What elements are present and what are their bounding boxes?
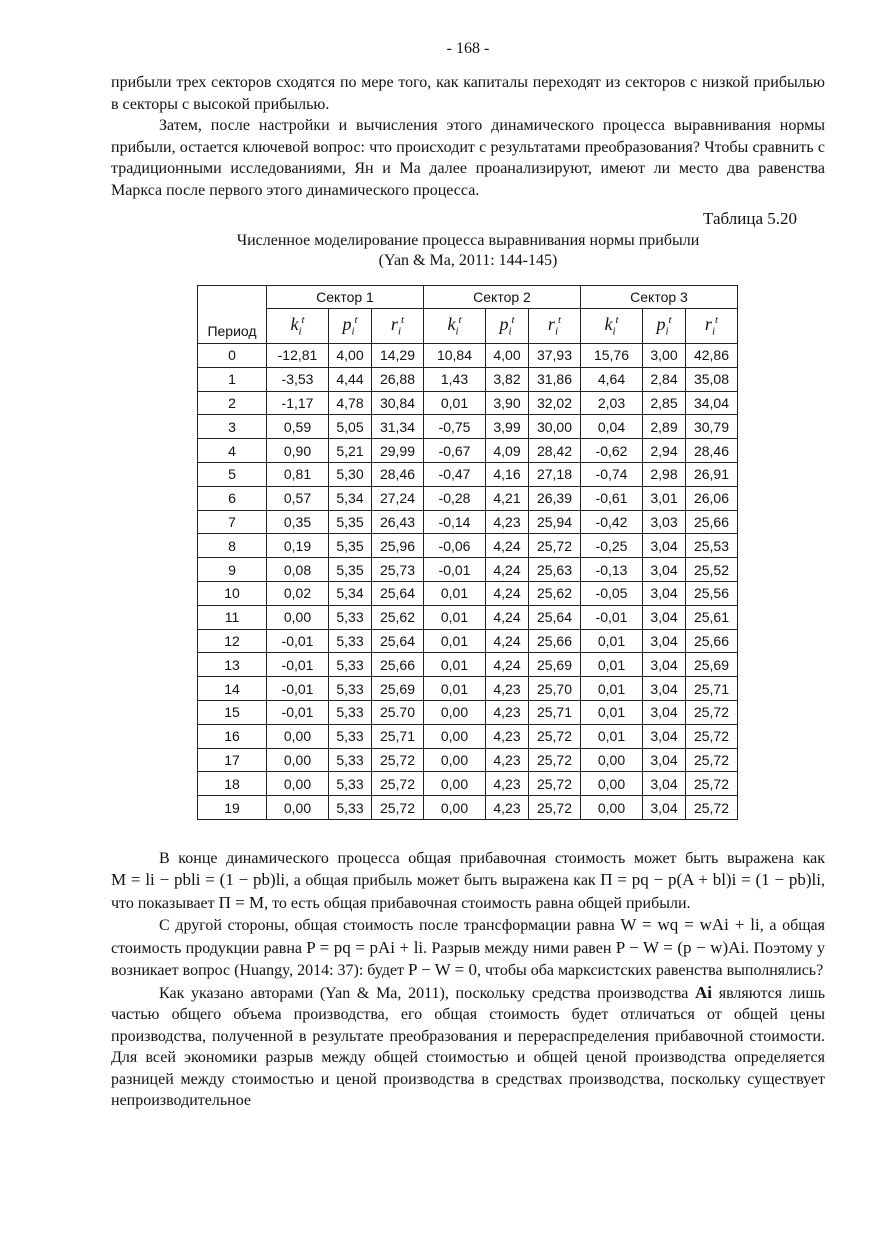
table-row [198,653,738,677]
value-cell: 4,24 [486,629,529,653]
value-cell: 5,33 [329,700,372,724]
period-cell: 15 [198,700,267,724]
value-cell: 25,72 [529,724,581,748]
value-cell: 5,35 [329,534,372,558]
value-cell: 28,42 [529,439,581,463]
symbol-p: $p_i^t$ [643,309,686,344]
value-cell: 3,04 [643,534,686,558]
table-caption: Численное моделирование процесса выравнивания нормы прибыли [236,232,700,249]
value-cell: 0,01 [424,581,486,605]
value-cell: 25,72 [372,796,424,820]
period-cell: 10 [198,581,267,605]
value-cell: -12,81 [267,344,329,368]
value-cell: 0,35 [267,510,329,534]
value-cell: 3,04 [643,605,686,629]
value-cell: -0,67 [424,439,486,463]
value-cell: 2,03 [581,391,643,415]
table-row [198,415,738,439]
value-cell: 0,00 [581,748,643,772]
value-cell: 0,00 [424,700,486,724]
value-cell: 25,72 [686,724,738,748]
value-cell: 25,71 [686,677,738,701]
value-cell: 25,70 [529,677,581,701]
symbol-k: $k_i^t$ [581,309,643,344]
value-cell: -0,01 [581,605,643,629]
value-cell: 25,94 [529,510,581,534]
value-cell: 25,71 [529,700,581,724]
value-cell: 35,08 [686,367,738,391]
table-row [198,629,738,653]
value-cell: 5,33 [329,605,372,629]
symbol-k: $k_i^t$ [424,309,486,344]
simulation-table [197,285,738,820]
value-cell: 30,00 [529,415,581,439]
value-cell: 25,56 [686,581,738,605]
value-cell: 25,72 [529,748,581,772]
value-cell: 5,33 [329,772,372,796]
value-cell: -0,06 [424,534,486,558]
value-cell: 4,24 [486,534,529,558]
value-cell: 0,00 [267,748,329,772]
value-cell: 4,21 [486,486,529,510]
value-cell: 14,29 [372,344,424,368]
value-cell: 2,94 [643,439,686,463]
period-cell: 7 [198,510,267,534]
value-cell: 0,00 [424,796,486,820]
table-body [198,344,738,820]
value-cell: 32,02 [529,391,581,415]
value-cell: 5,35 [329,510,372,534]
value-cell: 3,01 [643,486,686,510]
value-cell: 0,01 [581,724,643,748]
value-cell: 25,66 [686,629,738,653]
table-row [198,486,738,510]
value-cell: 25,64 [529,605,581,629]
table-row [198,462,738,486]
value-cell: 1,43 [424,367,486,391]
value-cell: 31,86 [529,367,581,391]
value-cell: 5,35 [329,558,372,582]
value-cell: 0,90 [267,439,329,463]
period-cell: 0 [198,344,267,368]
value-cell: 29,99 [372,439,424,463]
value-cell: 3,03 [643,510,686,534]
value-cell: 25.70 [372,700,424,724]
symbol-k: $k_i^t$ [267,309,329,344]
value-cell: 34,04 [686,391,738,415]
period-cell: 9 [198,558,267,582]
value-cell: 0,01 [581,677,643,701]
value-cell: -0,01 [267,653,329,677]
value-cell: 4,23 [486,796,529,820]
value-cell: 0,00 [581,772,643,796]
value-cell: 5,33 [329,629,372,653]
formula-total-price: P = pq = pAi + li [306,937,424,957]
symbol-p: $p_i^t$ [329,309,372,344]
value-cell: 5,34 [329,486,372,510]
period-cell: 5 [198,462,267,486]
value-cell: -0,13 [581,558,643,582]
value-cell: 3,04 [643,581,686,605]
value-cell: 4,24 [486,581,529,605]
value-cell: 28,46 [372,462,424,486]
document-page [111,40,825,1112]
value-cell: -0,47 [424,462,486,486]
table-row [198,724,738,748]
formula-means-of-production: Ai [695,982,713,1002]
value-cell: 5,05 [329,415,372,439]
paragraph-5: Как указано авторами (Yan & Ma, 2011), поскольку средства производства Ai являются лишь частью общего объема производства, его общая стоимость будет отличаться от общей цены производства, полученной в результате преобразования и перераспределения прибавочной стоимости. Для всей экономики разрыв между общей стоимостью и общей ценой производства определяется разницей между стоимостью и ценой производства в средствах производства, поскольку существует непроизводительное [111,982,825,1110]
value-cell: 0,00 [581,796,643,820]
table-row [198,391,738,415]
period-cell: 17 [198,748,267,772]
value-cell: 25,72 [372,772,424,796]
table-row [198,605,738,629]
value-cell: 3,00 [643,344,686,368]
formula-total-profit: Π = pq − p(A + bl)i = (1 − pb)li [600,870,821,890]
table-row [198,772,738,796]
sector-2-header: Сектор 2 [424,286,581,309]
value-cell: 4,24 [486,605,529,629]
value-cell: 27,18 [529,462,581,486]
value-cell: 26,43 [372,510,424,534]
value-cell: 25,66 [529,629,581,653]
value-cell: -0,42 [581,510,643,534]
value-cell: 5,33 [329,748,372,772]
value-cell: 25,72 [686,772,738,796]
value-cell: 31,34 [372,415,424,439]
value-cell: 25,66 [686,510,738,534]
value-cell: 3,04 [643,677,686,701]
value-cell: 0,01 [424,629,486,653]
value-cell: -1,17 [267,391,329,415]
period-cell: 2 [198,391,267,415]
period-cell: 11 [198,605,267,629]
value-cell: 25,64 [372,629,424,653]
formula-profit-equals-surplus: Π = M [218,892,265,912]
value-cell: 37,93 [529,344,581,368]
value-cell: -3,53 [267,367,329,391]
value-cell: -0,28 [424,486,486,510]
value-cell: 0,00 [267,724,329,748]
value-cell: 3,04 [643,724,686,748]
value-cell: 25,64 [372,581,424,605]
period-cell: 16 [198,724,267,748]
period-cell: 3 [198,415,267,439]
value-cell: 26,06 [686,486,738,510]
value-cell: 0,01 [424,653,486,677]
table-row [198,581,738,605]
table-row [198,534,738,558]
table-row [198,558,738,582]
value-cell: 3,82 [486,367,529,391]
table-source: (Yan & Ma, 2011: 144-145) [378,252,558,269]
value-cell: 4,78 [329,391,372,415]
value-cell: 0,00 [424,772,486,796]
value-cell: 3,04 [643,558,686,582]
value-cell: 4,23 [486,772,529,796]
value-cell: 4,23 [486,510,529,534]
value-cell: -0,74 [581,462,643,486]
value-cell: -0,14 [424,510,486,534]
table-row [198,748,738,772]
value-cell: -0,01 [424,558,486,582]
value-cell: 4,00 [486,344,529,368]
symbol-header-row [198,309,738,344]
table-row [198,510,738,534]
symbol-r: $r_i^t$ [686,309,738,344]
value-cell: 25,61 [686,605,738,629]
value-cell: 5,33 [329,724,372,748]
value-cell: 25,96 [372,534,424,558]
value-cell: 25,71 [372,724,424,748]
value-cell: 0,00 [267,796,329,820]
value-cell: 25,72 [529,534,581,558]
value-cell: -0,01 [267,677,329,701]
value-cell: 4,44 [329,367,372,391]
value-cell: 2,85 [643,391,686,415]
value-cell: 5,33 [329,677,372,701]
paragraph-4: С другой стороны, общая стоимость после трансформации равна W = wq = wAi + li, а общая стоимость продукции равна P = pq = pAi + li. Разрыв между ними равен P − W = (p − w)Ai. Поэтому у возникает вопрос (Huangy, 2014: 37): будет P − W = 0, чтобы оба марксистских равенства выполнялись? [111,915,825,980]
formula-surplus-value: M = li − pbli = (1 − pb)li [111,870,286,890]
value-cell: 0,01 [581,700,643,724]
value-cell: 25,72 [686,700,738,724]
period-cell: 4 [198,439,267,463]
table-row [198,677,738,701]
period-cell: 14 [198,677,267,701]
value-cell: 25,66 [372,653,424,677]
value-cell: 5,30 [329,462,372,486]
value-cell: 15,76 [581,344,643,368]
symbol-p: $p_i^t$ [486,309,529,344]
value-cell: -0,05 [581,581,643,605]
value-cell: 4,23 [486,700,529,724]
sector-1-header: Сектор 1 [267,286,424,309]
period-header: Период [198,286,267,344]
value-cell: 25,72 [372,748,424,772]
value-cell: 0,01 [581,629,643,653]
value-cell: 0,04 [581,415,643,439]
table-row [198,367,738,391]
value-cell: 4,24 [486,653,529,677]
value-cell: 2,89 [643,415,686,439]
value-cell: 25,69 [529,653,581,677]
value-cell: -0,01 [267,629,329,653]
value-cell: 3,04 [643,629,686,653]
value-cell: -0,62 [581,439,643,463]
paragraph-3: В конце динамического процесса общая прибавочная стоимость может быть выражена как M = li − pbli = (1 − pb)li, а общая прибыль может быть выражена как Π = pq − p(A + bl)i = (1 − pb)li, что показывает Π = M, то есть общая прибавочная стоимость равна общей прибыли. [111,849,825,912]
value-cell: 25,52 [686,558,738,582]
value-cell: 3,04 [643,653,686,677]
value-cell: 4,64 [581,367,643,391]
formula-gap: P − W = (p − w)Ai [615,937,746,957]
value-cell: 25,69 [372,677,424,701]
value-cell: 3,04 [643,796,686,820]
value-cell: 0,02 [267,581,329,605]
value-cell: 0,01 [424,605,486,629]
value-cell: 0,01 [424,677,486,701]
value-cell: -0,25 [581,534,643,558]
value-cell: 25,62 [529,581,581,605]
value-cell: 0,57 [267,486,329,510]
sector-3-header: Сектор 3 [581,286,738,309]
value-cell: 25,72 [529,772,581,796]
value-cell: 3,04 [643,772,686,796]
value-cell: 25,63 [529,558,581,582]
value-cell: 25,69 [686,653,738,677]
value-cell: 10,84 [424,344,486,368]
value-cell: 30,79 [686,415,738,439]
table-row [198,344,738,368]
value-cell: 3,04 [643,700,686,724]
period-cell: 12 [198,629,267,653]
value-cell: 25,62 [372,605,424,629]
paragraph-1: прибыли трех секторов сходятся по мере того, как капиталы переходят из секторов с низкой прибылью в секторы с высокой прибылью. [111,74,825,113]
value-cell: 25,53 [686,534,738,558]
value-cell: 42,86 [686,344,738,368]
value-cell: 4,23 [486,748,529,772]
value-cell: 26,39 [529,486,581,510]
value-cell: 0,59 [267,415,329,439]
paragraph-2: Затем, после настройки и вычисления этого динамического процесса выравнивания нормы прибыли, остается ключевой вопрос: что происходит с результатами преобразования? Чтобы сравнить с традиционными исследованиями, Ян и Ма далее проанализируют, имеют ли место два равенства Маркса после первого этого динамического процесса. [111,117,825,199]
period-cell: 1 [198,367,267,391]
value-cell: 5,21 [329,439,372,463]
value-cell: 30,84 [372,391,424,415]
value-cell: 5,33 [329,796,372,820]
period-cell: 19 [198,796,267,820]
value-cell: 0,00 [424,724,486,748]
period-cell: 8 [198,534,267,558]
period-cell: 18 [198,772,267,796]
symbol-r: $r_i^t$ [372,309,424,344]
value-cell: 0,01 [581,653,643,677]
value-cell: 25,73 [372,558,424,582]
value-cell: 25,72 [529,796,581,820]
value-cell: 0,00 [267,772,329,796]
value-cell: 25,72 [686,796,738,820]
value-cell: 4,16 [486,462,529,486]
value-cell: 4,00 [329,344,372,368]
value-cell: 2,98 [643,462,686,486]
formula-total-value: W = wq = wAi + li [620,915,760,935]
value-cell: 4,24 [486,558,529,582]
table-row [198,439,738,463]
value-cell: 0,00 [267,605,329,629]
value-cell: 0,00 [424,748,486,772]
value-cell: 4,23 [486,677,529,701]
value-cell: 25,72 [686,748,738,772]
value-cell: -0,61 [581,486,643,510]
page-number: - 168 - [446,40,490,57]
value-cell: 2,84 [643,367,686,391]
period-cell: 6 [198,486,267,510]
period-cell: 13 [198,653,267,677]
value-cell: 5,33 [329,653,372,677]
value-cell: 3,99 [486,415,529,439]
value-cell: 28,46 [686,439,738,463]
value-cell: 0,19 [267,534,329,558]
value-cell: 0,01 [424,391,486,415]
value-cell: 0,81 [267,462,329,486]
table-row [198,700,738,724]
value-cell: 0,08 [267,558,329,582]
value-cell: 26,91 [686,462,738,486]
formula-zero-gap: P − W = 0 [408,960,477,980]
value-cell: 27,24 [372,486,424,510]
value-cell: 4,09 [486,439,529,463]
value-cell: 5,34 [329,581,372,605]
table-number: Таблица 5.20 [703,209,797,228]
symbol-r: $r_i^t$ [529,309,581,344]
value-cell: -0,01 [267,700,329,724]
table-row [198,796,738,820]
value-cell: -0,75 [424,415,486,439]
value-cell: 3,90 [486,391,529,415]
value-cell: 4,23 [486,724,529,748]
value-cell: 26,88 [372,367,424,391]
value-cell: 3,04 [643,748,686,772]
